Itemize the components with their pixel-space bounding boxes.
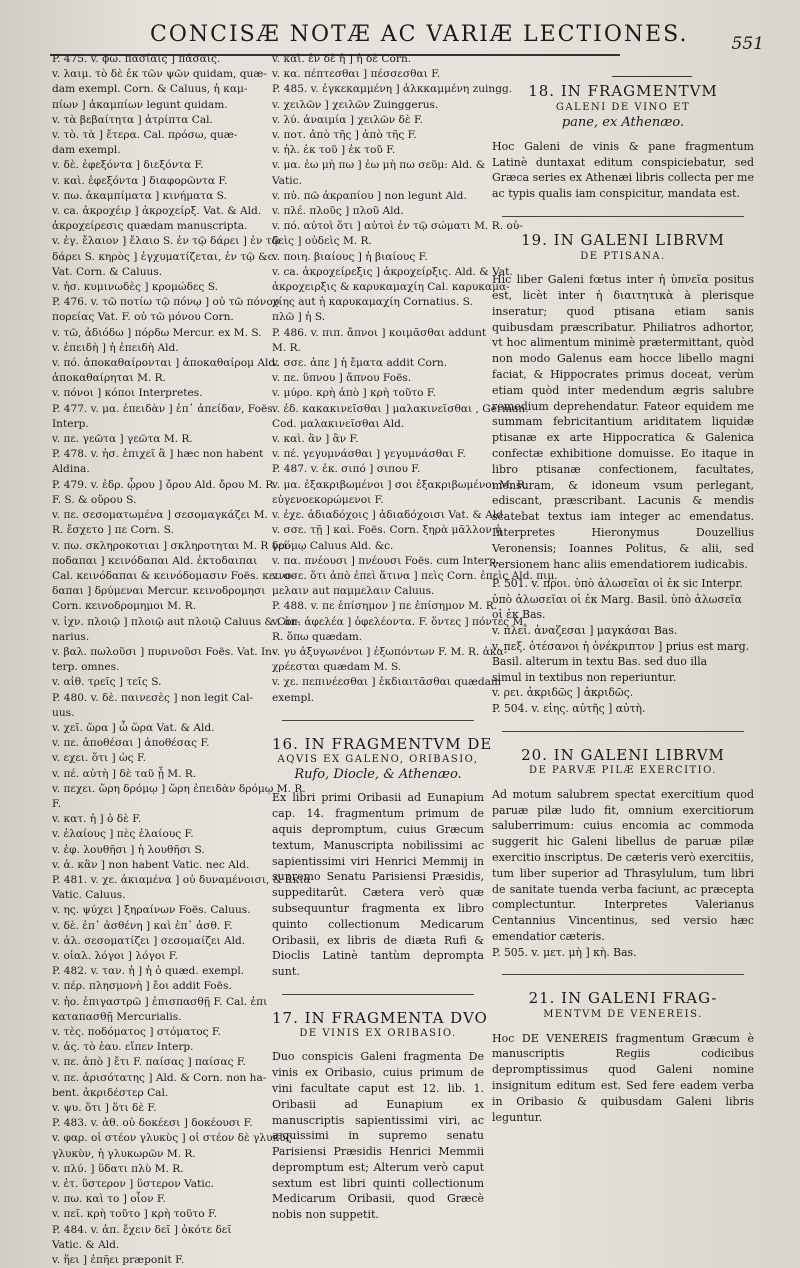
section-divider	[502, 731, 744, 732]
column-1-line: v. ψυ. ὅτι ] ὅτι δὲ F.	[52, 1102, 157, 1115]
column-1-line: P. 484. v. ἀπ. ἔχειν δεῖ ] ὀκότε δεῖ	[52, 1223, 232, 1236]
section-20-heading	[492, 745, 754, 779]
section-19-note-line: v. πεξ. ὁτέσανοι ἡ ὁνέκριπτον ] prius est marg.	[492, 639, 750, 653]
column-2-line: v. χειλῶν ] χειλῶν Zuinggerus.	[272, 98, 439, 111]
column-2-line: v. πό. αὐτοὶ ὅτι ] αὐτοὶ ἐν τῷ σώματι M. R. οὐ-	[272, 220, 523, 233]
column-1-line: δάρει S. κηρὸς ] ἐγχυματίζεται, ἐν τῷ &c.	[52, 250, 277, 263]
column-2-line: v. ποτ. ἀπὸ τῆς ] ἀπὸ τῆς F.	[272, 129, 417, 142]
column-1-line: v. ca. ἀκροχέιρ ] ἀκροχείρξ. Vat. & Ald.	[52, 205, 262, 218]
column-2-line: v. ἀπ. ἀφελέα ] ὀφελέοντα. F. ὅντες ] πόντες M.	[272, 615, 527, 628]
column-2-line: χίης aut ἡ καρυκαμαχίη Cornatius. S.	[272, 296, 473, 309]
column-1-line: v. τὲς. ποδόματος ] στόματος F.	[52, 1026, 221, 1038]
column-1-line: dam exempl.	[52, 144, 121, 157]
column-2-line: εὐγενοεκορώμενοι F.	[272, 493, 384, 506]
section-20-note: P. 505. v. μετ. μὴ ] κὴ. Bas.	[492, 945, 637, 959]
section-19-body: Hic liber Galeni fœtus inter ἡ ὑπνεῖα positus est, licèt inter ἡ διαιτητικὰ à plerisque inseratur; quod ptisana etiam sanis quibusdam præscribatur. Philiatros adhortor, vt hoc alimentum minimè prætermittant, quòd non modo Galenus eam hocce libello magni faciat, & Hippocrates primus doceat, verùm etiam quòd inter medendum ægris salubre remedium deprehendatur. Fateor equidem me summam febricitantium ariditatem liquidæ ptisanæ ex arte Hippocratica & Galenica confectæ exhibitione domuisse. Eo itaque in libro ptisanæ confectionem, facultates, mensuram, & idoneum vsum perlegant, ediscant, præscribant. Lacunis & mendis scatebat textus iam integer ac emendatus. Interpretes Hieronymus Douzellius Veronensis; Ioannes Politus, & alii, sed versionem hanc aliis emendatiorem iudicabis.	[492, 273, 754, 571]
column-1-line: Vat. Corn. & Caluus.	[52, 265, 163, 278]
section-17-subtitle: DE VINIS EX ORIBASIO.	[299, 1028, 457, 1040]
section-16-heading	[272, 734, 493, 783]
column-1-line: v. ἀ. κἂν ] non habent Vatic. nec Ald.	[52, 858, 250, 871]
section-19-note-line: v. ρει. ἀκριδῶς ] ἀκριδῶς.	[492, 686, 634, 700]
section-19-heading	[492, 230, 754, 264]
column-2-line: v. μύρο. κρὴ ἀπὸ ] κρὴ τοῦτο F.	[272, 387, 436, 400]
column-1-line: P. 476. v. τῶ ποτίω τῷ πόνῳ ] οὐ τῶ πόνου	[52, 296, 280, 309]
column-2-line: P. 486. v. πιπ. ἄπνοι ] κοιμᾶσθαι addunt	[272, 326, 487, 339]
column-1-line: πορείας Vat. F. οὐ τῶ μόνου Corn.	[52, 311, 234, 324]
column-1-line: Aldina.	[52, 463, 90, 476]
column-1-line: v. ἥει ] ἐπῆει præponit F.	[52, 1254, 185, 1267]
column-1-line: v. πε. σεσοματωμένα ] σεσομαγκάζει M.	[52, 509, 268, 522]
column-2-line: χρέεσται quædam M. S.	[272, 661, 402, 674]
column-1-line: v. ἡσ. κυμινωδὲς ] κρομώδες S.	[52, 281, 218, 294]
column-2-line: v. ca. ἀκροχείρεξις ] ἀκροχείρξις. Ald. & Vat.	[272, 265, 513, 278]
column-2-line: v. πέ. γεγυμνάσθαι ] γεγυμνάσθαι F.	[272, 448, 466, 461]
column-1-line: v. ἐτ. ὕστερον ] ὕστερον Vatic.	[52, 1178, 215, 1191]
column-2-line: v. χε. πεπινέεσθαι ] ἐκδιαιτᾶσθαι quædam	[272, 676, 502, 689]
column-1-line: v. ἀς. τὸ ἑαυ. εἴπεν Interp.	[52, 1041, 194, 1054]
column-1-line: v. βαλ. πωλοῦσι ] πυρινοῦσι Foës. Vat. In-	[52, 645, 276, 658]
section-16-subtitle-2: Rufo, Diocle, & Athenæo.	[294, 767, 462, 783]
column-1-line: P. 483. v. ἀθ. οὐ δοκέεσι ] δοκέουσι F.	[52, 1117, 253, 1130]
column-2-line: δεὶς ] οὐδεὶς M. R.	[272, 235, 372, 248]
column-2-line: R. ὅπω quædam.	[272, 630, 363, 643]
section-divider	[502, 216, 744, 217]
column-1-line: Vatic. & Ald.	[52, 1238, 120, 1251]
column-1-line: v. πω. σκληροκοτιαι ] σκληροτηται M. R γεί-	[52, 539, 292, 552]
column-1-line: ἀκροχείρεσις quædam manuscripta.	[52, 220, 248, 233]
column-1-line: v. πέ. αὐτὴ ] δὲ ταῦ ᾗ M. R.	[52, 767, 197, 780]
section-19-note-line: P. 504. v. εἰης. αὐτῆς ] αὐτὴ.	[492, 702, 646, 716]
column-1-line: F.	[52, 797, 62, 810]
column-2-line: μελαιν aut παμμελαιν Caluus.	[272, 585, 435, 598]
column-2-line: δρόμῳ Caluus Ald. &c.	[272, 539, 394, 552]
section-20-title: 20. IN GALENI LIBRVM	[521, 745, 725, 764]
section-21-title: 21. IN GALENI FRAG-	[528, 989, 718, 1008]
page-number: 551	[731, 34, 764, 54]
column-1-line: δαπαι ] δρύμεναι Mercur. κεινοδρομησι	[52, 585, 266, 598]
column-2-line: v. μα. ἐω μὴ πω ] ἐω μὴ πω σεῦμ: Ald. &	[272, 159, 486, 172]
section-21-subtitle: MENTVM DE VENEREIS.	[543, 1008, 703, 1020]
section-divider	[282, 720, 474, 721]
column-2-line: Vatic.	[272, 174, 302, 187]
column-1-line: P. 481. v. χε. ἀκιαμένα ] οὐ δυναμένοισι, & ἀκια	[52, 873, 311, 886]
column-1-line: v. ἡο. ἐπιγαστρῶ ] ἐπισπασθῇ F. Cal. ἐπι	[52, 995, 268, 1008]
column-2-line: v. ἐδ. κακακινεῖσθαι ] μαλακινεῖσθαι , German.	[272, 402, 529, 415]
column-2-line: P. 485. v. ἐγκεκαμμένη ] ἀλκκαμμένη zuingg.	[272, 83, 513, 96]
column-1-line: v. δὲ. ἐφεξόντα ] διεξόντα F.	[52, 159, 204, 172]
section-divider	[282, 994, 474, 995]
column-2-line: P. 488. v. πε ἐπίσημον ] πε ἐπίσημον M. R.	[272, 600, 498, 613]
section-19-note-line: οἱ ἐκ Bas.	[492, 608, 546, 622]
section-19-note-line: P. 501. v. προι. ὑπὸ ἀλωσεῖαι οἱ ἐκ sic Interpr.	[492, 577, 743, 591]
column-1-line: R. ἔσχετο ] πε Corn. S.	[52, 524, 174, 537]
column-2-line: v. σσε. τῇ ] καὶ. Foës. Corn. ξηρὰ μᾶλλον ἡ	[272, 524, 502, 537]
column-2-line: ἀκροχειρξις & καρυκαμαχίη Cal. καρυκαμα-	[272, 281, 510, 294]
column-2-line: v. γυ ἀξυγωνένοι ] ἐξωπόντων F. M. R. ἀκα-	[272, 645, 508, 658]
column-2-line: v. ἡλ. ἐκ τοῦ ] ἐκ τοῦ F.	[272, 144, 396, 157]
column-1-line: v. καὶ. ἐφεξόντα ] διαφορῶντα F.	[52, 174, 228, 187]
column-2-line: πλῶ ] ἡ S.	[272, 311, 326, 324]
column-2-line: v. σσε. ὅτι ἀπὸ ἐπεὶ ἅτινα ] πεὶς Corn. ἐπεὶς Ald. πιμ.	[272, 569, 558, 582]
column-2-line: v. πε. ὕπνου ] ἄπνου Foës.	[272, 372, 412, 385]
section-17-heading	[272, 1008, 488, 1041]
section-20-body: Ad motum salubrem spectat exercitium quod paruæ pilæ ludo fit, omnium exercitiorum saluberrimum: cuius encomia ac commoda suggerit hic Galeni libellus de paruæ pilæ exercitio inscriptus. De cæteris verò exercitiis, tum liber superior ad Thrasylulum, tum libri de sanitate tuenda verba faciunt, ac præcepta complectuntur. Interpretes Valerianus Centannius Vincentinus, sed versio hæc emendatior cæteris.	[492, 787, 754, 943]
section-19-title: 19. IN GALENI LIBRVM	[521, 230, 725, 249]
column-1-line: v. τῶ, ἀδιόδω ] πόρδω Mercur. ex M. S.	[52, 326, 262, 339]
column-1-line: dam exempl. Corn. & Caluus, ἡ καμ-	[52, 83, 248, 96]
column-2-line: P. 487. v. ἐκ. σιπό ] σιπου F.	[272, 463, 421, 476]
column-3	[492, 52, 754, 1125]
section-18-body: Hoc Galeni de vinis & pane fragmentum Latinè duntaxat editum conspiciebatur, sed Græca series ex Athenæi libris collecta per me ac typis qualis iam conspicitur, mandata est.	[492, 139, 754, 201]
section-19-note-line: Basil. alterum in textu Bas. sed duo illa	[492, 655, 708, 669]
section-19-note-line: simul in textibus non reperiuntur.	[492, 670, 677, 684]
column-1-line: v. πε. ἀπὸ ] ἔτι F. παίσας ] παίσας F.	[52, 1056, 246, 1069]
column-1-line: v. δὲ. ἐπ᾽ ἀσθένη ] καὶ ἐπ᾽ ἀσθ. F.	[52, 919, 233, 932]
column-1-line: v. πω. καὶ το ] οἶον F.	[52, 1193, 166, 1206]
section-18-heading	[492, 84, 754, 131]
column-2-line: Cod. μαλακινεῖσθαι Ald.	[272, 417, 405, 430]
column-2-line: v. πὐ. πῶ ἀκραπίου ] non legunt Ald.	[272, 189, 467, 202]
column-1-line: v. πλύ. ] ὕδατι πλὺ M. R.	[52, 1162, 184, 1175]
column-1-line: v. λαιμ. τὸ δὲ ἐκ τῶν ψῶν quidam, quæ-	[52, 68, 267, 81]
section-16-subtitle: AQVIS EX GALENO, ORIBASIO,	[277, 753, 479, 765]
column-1-line: v. τὰ βεβαίτητα ] ἀτρίπτα Cal.	[52, 113, 213, 126]
column-1-line: P. 475. v. ϕω. πασίαις ] πάσαις.	[52, 53, 221, 65]
column-1-line: ποδαπαι ] κεινόδαπαι Ald. ἐκτοδαιπαι	[52, 554, 258, 567]
section-19-notes	[492, 576, 754, 716]
section-17-body: Duo conspicis Galeni fragmenta De vinis ex Oribasio, cuius primum de vini facultate caput est 12. lib. 1. Oribasii ad Eunapium ex manuscriptis sapientissimi viri, ac æquissimi in supremo senatu Parisiensi Præsidis Henrici Memmii depromptum est; Alterum verò caput sextum est libri quinti collectionum Medicarum Oribasii, quod Græcè nobis non suppetit.	[272, 1050, 484, 1222]
section-19-subtitle: DE PTISANA.	[580, 250, 666, 262]
column-2-line: v. λύ. ἀναιμία ] χειλῶν δὲ F.	[272, 113, 424, 126]
column-1-line: Vatic. Caluus.	[52, 889, 126, 902]
column-1-line: F. S. & οὔρου S.	[52, 493, 137, 506]
column-1-line: v. ἰχν. πλοιῷ ] πλοιῷ aut πλοιῷ Caluus & Cor-	[52, 615, 301, 628]
section-21-heading	[492, 991, 754, 1022]
section-divider	[502, 974, 744, 975]
column-1-line: γλυκὺν, ἡ γλυκωρῶν M. R.	[52, 1147, 196, 1160]
column-1-line: v. ης. ψύχει ] ξηραίνων Foës. Caluus.	[52, 904, 251, 917]
column-2-line: v. καὶ. ἂν ] ἂν F.	[272, 433, 359, 446]
column-1-line: Corn. κεινοδρομημοι M. R.	[52, 600, 197, 613]
column-2-line: v. πλέ. πλοῦς ] πλοῦ Ald.	[272, 205, 404, 218]
column-1-line: Cal. κεινόδαπαι & κεινόδομασιν Foës. κεινο-	[52, 569, 295, 582]
column-1-line: ἀποκαθαίρηται M. R.	[52, 372, 166, 385]
column-1-line: v. αἰθ. τρεῖς ] τεῖς S.	[52, 676, 162, 689]
section-21-body: Hoc DE VENEREIS fragmentum Græcum è manuscriptis Regiis codicibus depromptissimus quod Galeni nomine insignitum editum est. Sed fere eadem verba in Oribasio & quibusdam Galeni libris leguntur.	[492, 1031, 754, 1124]
column-1-line: v. ἐπειδὴ ] ἡ ἐπειδὴ Ald.	[52, 341, 179, 354]
column-1-line: terp. omnes.	[52, 661, 120, 674]
column-1-line: v. πέρ. πλησμονὴ ] ἔοι addit Foës.	[52, 980, 232, 993]
running-title: CONCISÆ NOTÆ AC VARIÆ LECTIONES.	[150, 22, 689, 47]
column-1-line: P. 482. v. ταν. ἡ ] ἡ ὁ quæd. exempl.	[52, 965, 245, 978]
column-1-line: v. πε. γεῶτα ] γεῶτα M. R.	[52, 433, 193, 446]
column-2-line: v. ἐχε. ἀδιαδόχοις ] ἀδιαδόχοισι Vat. & Ald.	[272, 509, 507, 522]
column-1-line: P. 480. v. δὲ. παινεσὲς ] non legit Cal-	[52, 691, 254, 704]
column-1-line: P. 478. v. ἡσ. ἐπιχεῖ ἃ ] hæc non habent	[52, 448, 264, 461]
column-1-line: v. τὸ. τὰ ] ἔτερα. Cal. πρόσω, quæ-	[52, 129, 238, 142]
column-1-line: v. χεῖ. ὥρα ] ὧ ὥρα Vat. & Ald.	[52, 721, 215, 734]
column-1-line: v. ἐφ. λουθῆσι ] ἡ λουθῆσι S.	[52, 843, 205, 856]
section-18-subtitle: GALENI DE VINO ET	[555, 101, 691, 113]
column-1-line: Interp.	[52, 417, 89, 430]
column-2-line: v. σσε. ἀπε ] ἡ ἔματα addit Corn.	[272, 357, 448, 370]
section-18-subtitle-2: pane, ex Athenæo.	[561, 115, 685, 131]
column-1-line: P. 477. v. μα. ἐπειδὰν ] ἐπ᾽ ἀπείδαν, Foës.	[52, 402, 277, 415]
column-1-line: P. 479. v. ἐδρ. ᾧρου ] ὄρου Ald. ὄρου M. R.	[52, 478, 277, 491]
column-2-line: v. μα. ἐξακριβωμένοι ] σοι ἐξακριβωμένοι M. R.	[272, 478, 529, 491]
column-1-line: v. πε. ἀρισότατης ] Ald. & Corn. non ha-	[52, 1071, 267, 1084]
column-1-line: v. πε. ἀποθέσαι ] ἀποθέσας F.	[52, 737, 210, 750]
section-19-note-line: ὑπὸ ἀλωσεῖαι οἱ ἐκ Marg. Basil. ὑπὸ ἀλωσεῖα	[492, 592, 742, 606]
column-2-line: v. καὶ. ἐν δὲ ἡ ] ἡ δὲ Corn.	[272, 53, 412, 65]
column-1-line: v. φαρ. οἱ στέον γλυκὺς ] οἱ στέον δὲ γλυκὺς	[52, 1132, 292, 1145]
column-1-line: v. πω. ἀκαμπίματα ] κινήματα S.	[52, 189, 227, 202]
column-2-line: v. πα. πνέουσι ] πνέουσι Foës. cum Interp.	[272, 554, 500, 567]
column-1-line: uus.	[52, 706, 75, 719]
column-1-line: v. οἱαλ. λόγοι ] λόγοι F.	[52, 949, 178, 962]
column-1-line: v. πό. ἀποκαθαίρονται ] ἀποκαθαίρομ Ald.	[52, 357, 279, 370]
column-1-line: v. ἐλαίους ] πὲς ἐλαίους F.	[52, 828, 194, 841]
column-1-line: v. πόνοι ] κόποι Interpretes.	[52, 387, 203, 400]
column-1-line: v. εχει. ὅτι ] ὡς F.	[52, 752, 147, 765]
column-1-line: bent. ἀκριδέστερ Cal.	[52, 1086, 169, 1099]
section-20-subtitle: DE PARVÆ PILÆ EXERCITIO.	[529, 765, 717, 777]
column-2-line: M. R.	[272, 341, 301, 354]
section-16-title: 16. IN FRAGMENTVM DE	[272, 734, 493, 753]
section-16-body: Ex libri primi Oribasii ad Eunapium cap. 14. fragmentum primum de aquis depromptum, cuius Græcum textum, Manuscripta nobilissimi ac sapientissimi viri Henrici Memmij in supremo Senatu Parisiensi Præsidis, suppeditarût. Cætera verò quæ subsequuntur fragmenta ex libro quinto collectionum Medicarum Oribasii, ex libris de diæta Rufi & Dioclis Latinè tantùm deprompta sunt.	[272, 791, 484, 979]
column-1-line: narius.	[52, 630, 90, 643]
column-1-line: v. ἐγ. ἔλαιον ] ἔλαιο S. ἐν τῷ δάρει ] ἐν τῷ	[52, 235, 281, 248]
section-17-title: 17. IN FRAGMENTA DVO	[272, 1008, 488, 1027]
column-1-line: v. κατ. ἡ ] ὁ δὲ F.	[52, 813, 142, 826]
column-1-line: v. ἀλ. σεσοματίζει ] σεσομαίζει Ald.	[52, 934, 246, 947]
column-1-line: v. πεῖ. κρὴ τοῦτο ] κρὴ τοῦτο F.	[52, 1208, 218, 1221]
column-1-line: v. πεχει. ὥρη δρόμῳ ] ὥρη ἐπειδὰν δρόμῳ M. R.	[52, 782, 306, 795]
column-1-line: πίων ] ἀκαμπίων legunt quidam.	[52, 98, 228, 111]
column-2-line: exempl.	[272, 691, 315, 704]
column-1-line: καταπασθῇ Mercurialis.	[52, 1010, 182, 1023]
section-18-title: 18. IN FRAGMENTVM	[528, 82, 718, 100]
column-2-line: v. κα. πέπτεσθαι ] πέσσεσθαι F.	[272, 68, 441, 81]
section-19-note-line: v. πλεῖ. ἀναζεσαι ] μαγκάσαι Bas.	[492, 624, 678, 638]
column-2-line: v. ποιη. βιαίους ] ἡ βιαίους F.	[272, 250, 428, 263]
